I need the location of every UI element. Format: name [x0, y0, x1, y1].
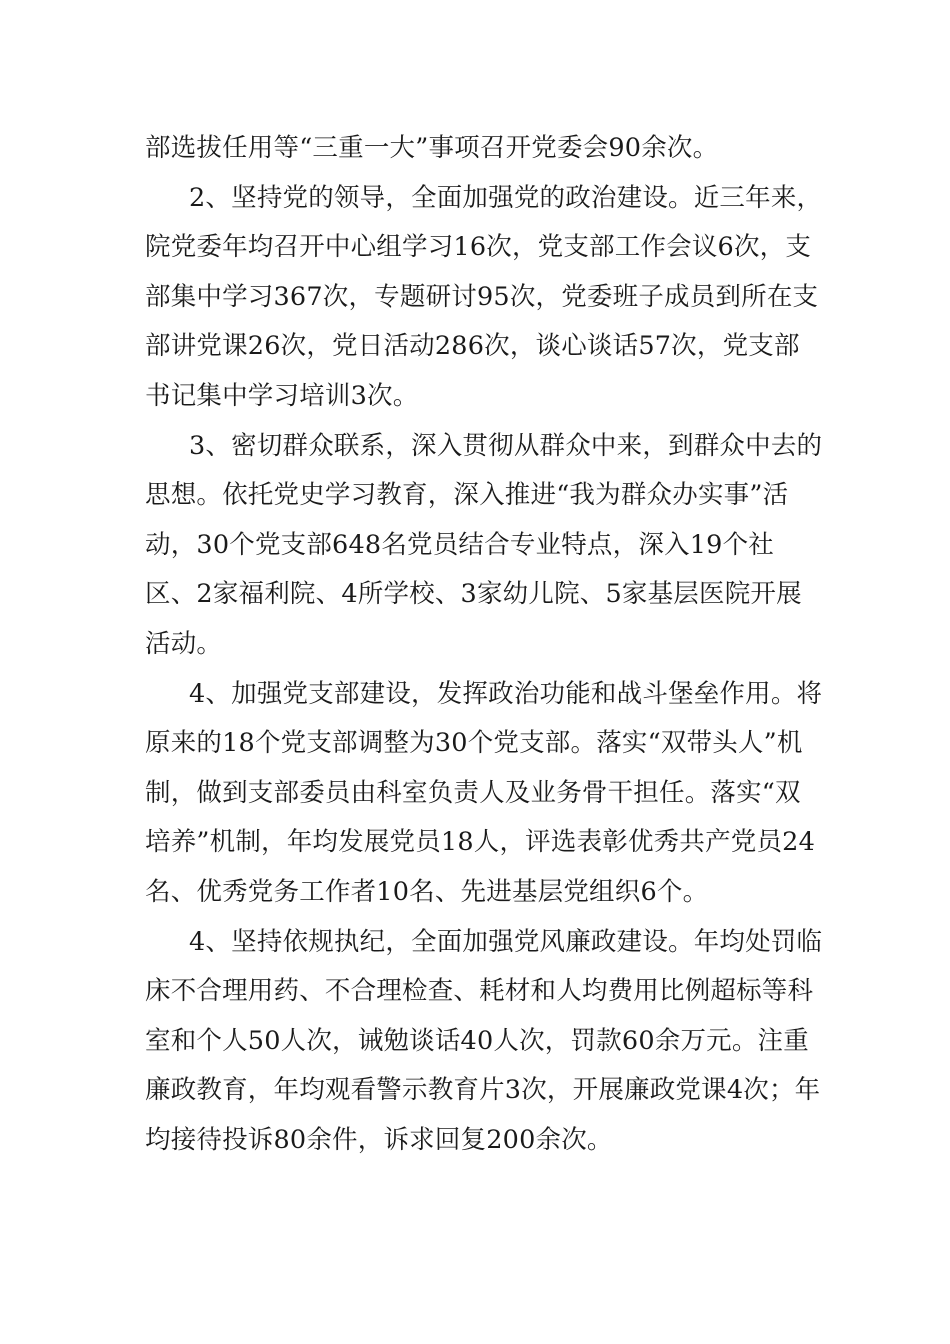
paragraph-continuation: 部选拔任用等“三重一大”事项召开党委会90余次。: [145, 133, 719, 163]
paragraph-discipline: 4、坚持依规执纪，全面加强党风廉政建设。年均处罚临床不合理用药、不合理检查、耗材和人均费用比例超标等科室和个人50人次，诫勉谈话40人次，罚款60余万元。注重廉政教育，年均观看警示教育片3次，开展廉政党课4次；年均接待投诉80余件，诉求回复200余次。: [145, 926, 823, 1155]
paragraph-mass-connection: 3、密切群众联系，深入贯彻从群众中来，到群众中去的思想。依托党史学习教育，深入推进“我为群众办实事”活动，30个党支部648名党员结合专业特点，深入19个社区、2家福利院、4所学校、3家幼儿院、5家基层医院开展活动。: [145, 430, 823, 659]
document-body: [145, 124, 825, 1165]
paragraph-party-leadership: 2、坚持党的领导，全面加强党的政治建设。近三年来，院党委年均召开中心组学习16次，党支部工作会议6次，支部集中学习367次，专题研讨95次，党委班子成员到所在支部讲党课26次，党日活动286次，谈心谈话57次，党支部书记集中学习培训3次。: [145, 182, 823, 411]
paragraph-branch-building: 4、加强党支部建设，发挥政治功能和战斗堡垒作用。将原来的18个党支部调整为30个党支部。落实“双带头人”机制，做到支部委员由科室负责人及业务骨干担任。落实“双培养”机制，年均发展党员18人，评选表彰优秀共产党员24名、优秀党务工作者10名、先进基层党组织6个。: [145, 678, 823, 907]
